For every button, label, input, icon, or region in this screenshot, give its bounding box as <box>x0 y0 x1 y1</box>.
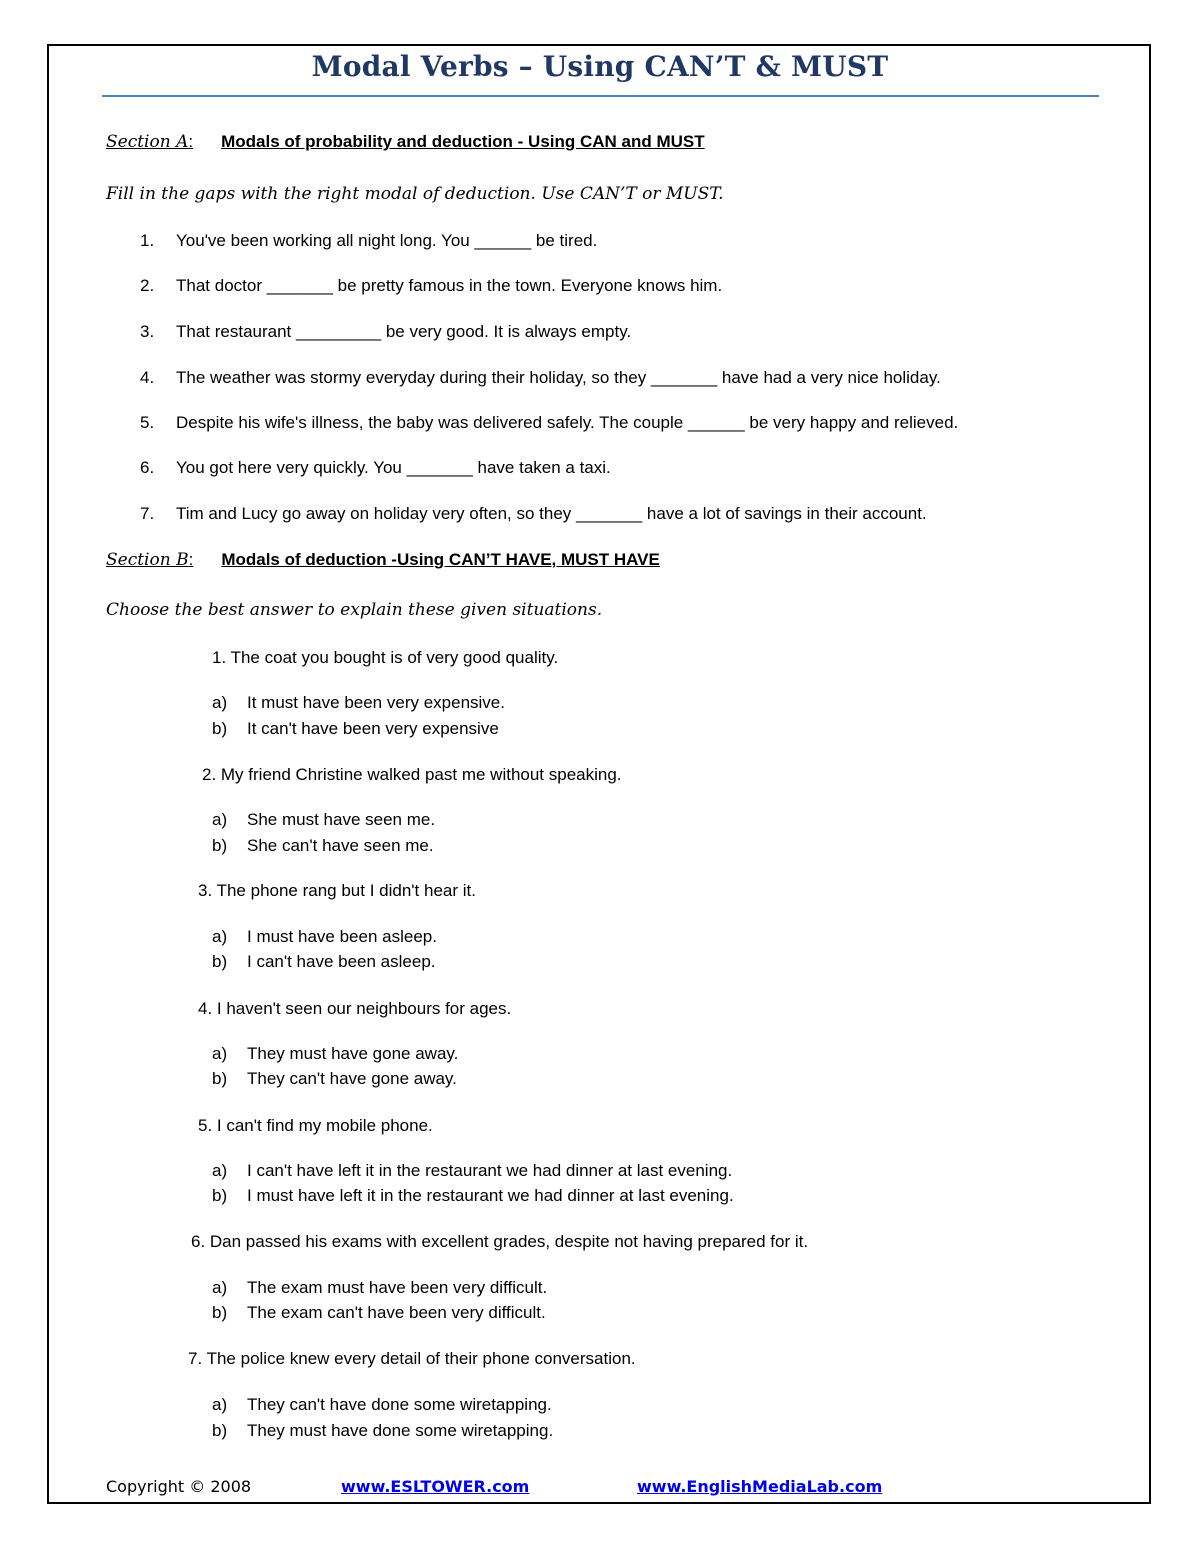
item-text: You've been working all night long. You ______ be tired. <box>176 231 598 250</box>
answer-option <box>212 1395 552 1415</box>
item-text: Despite his wife's illness, the baby was delivered safely. The couple ______ be very happy and relieved. <box>176 413 959 432</box>
option-text: I can't have left it in the restaurant we had dinner at last evening. <box>247 1161 733 1180</box>
item-number: 2. <box>140 276 155 295</box>
exercise-item <box>140 413 958 433</box>
question-text: 7. The police knew every detail of their phone conversation. <box>188 1349 636 1368</box>
section-b-colon: : <box>188 550 194 569</box>
answer-option <box>212 1161 732 1181</box>
option-text: She can't have seen me. <box>247 836 434 855</box>
option-letter: a) <box>212 1278 228 1297</box>
item-number: 6. <box>140 458 155 477</box>
option-letter: b) <box>212 1069 228 1088</box>
option-letter: b) <box>212 719 228 738</box>
section-a-colon: : <box>188 132 194 151</box>
item-text: That restaurant _________ be very good. It is always empty. <box>176 322 632 341</box>
option-text: I must have been asleep. <box>247 927 437 946</box>
answer-option <box>212 810 435 830</box>
option-letter: a) <box>212 1395 228 1414</box>
exercise-item <box>140 322 631 342</box>
option-letter: a) <box>212 1044 228 1063</box>
option-letter: b) <box>212 836 228 855</box>
item-number: 4. <box>140 368 155 387</box>
option-letter: b) <box>212 952 228 971</box>
section-a-tag: Section A <box>106 132 189 152</box>
option-text: It can't have been very expensive <box>247 719 499 738</box>
option-text: I must have left it in the restaurant we had dinner at last evening. <box>247 1186 734 1205</box>
section-b-header <box>106 550 660 570</box>
item-number: 3. <box>140 322 155 341</box>
option-letter: a) <box>212 1161 228 1180</box>
question-text: 5. I can't find my mobile phone. <box>198 1116 433 1135</box>
answer-option <box>212 927 437 947</box>
answer-option <box>212 693 505 713</box>
exercise-item <box>140 458 611 478</box>
answer-option <box>212 1303 546 1323</box>
item-text: The weather was stormy everyday during their holiday, so they _______ have had a very nice holiday. <box>176 368 941 387</box>
section-a-header <box>106 132 705 152</box>
question-text: 3. The phone rang but I didn't hear it. <box>198 881 476 900</box>
section-a-heading: Modals of probability and deduction - Using CAN and MUST <box>221 132 705 151</box>
exercise-item <box>140 368 941 388</box>
exercise-item <box>140 276 722 296</box>
question-text: 1. The coat you bought is of very good quality. <box>212 648 559 667</box>
englishmedialab-link[interactable]: www.EnglishMediaLab.com <box>637 1477 883 1496</box>
answer-option <box>212 952 436 972</box>
question-text: 2. My friend Christine walked past me without speaking. <box>202 765 622 784</box>
section-a-instruction: Fill in the gaps with the right modal of deduction. Use CAN’T or MUST. <box>106 184 724 204</box>
answer-option <box>212 1186 734 1206</box>
answer-option <box>212 719 499 739</box>
option-text: She must have seen me. <box>247 810 436 829</box>
esltower-link[interactable]: www.ESLTOWER.com <box>341 1477 530 1496</box>
option-text: The exam must have been very difficult. <box>247 1278 548 1297</box>
option-text: They must have done some wiretapping. <box>247 1421 554 1440</box>
item-text: You got here very quickly. You _______ have taken a taxi. <box>176 458 611 477</box>
answer-option <box>212 1044 458 1064</box>
item-number: 1. <box>140 231 155 250</box>
answer-option <box>212 1278 547 1298</box>
option-text: The exam can't have been very difficult. <box>247 1303 546 1322</box>
page-title: Modal Verbs – Using CAN’T & MUST <box>311 50 889 83</box>
option-letter: b) <box>212 1303 228 1322</box>
answer-option <box>212 1069 457 1089</box>
section-b-instruction: Choose the best answer to explain these given situations. <box>106 600 603 620</box>
answer-option <box>212 836 434 856</box>
option-letter: a) <box>212 693 228 712</box>
option-letter: a) <box>212 810 228 829</box>
option-text: They can't have done some wiretapping. <box>247 1395 552 1414</box>
item-text: Tim and Lucy go away on holiday very often, so they _______ have a lot of savings in their account. <box>176 504 927 523</box>
answer-option <box>212 1421 553 1441</box>
item-text: That doctor _______ be pretty famous in the town. Everyone knows him. <box>176 276 723 295</box>
option-text: I can't have been asleep. <box>247 952 436 971</box>
question-text: 6. Dan passed his exams with excellent grades, despite not having prepared for it. <box>191 1232 809 1251</box>
item-number: 5. <box>140 413 155 432</box>
copyright-notice: Copyright © 2008 <box>106 1477 252 1496</box>
option-letter: a) <box>212 927 228 946</box>
option-text: They can't have gone away. <box>247 1069 457 1088</box>
option-letter: b) <box>212 1421 228 1440</box>
section-b-heading: Modals of deduction -Using CAN’T HAVE, MUST HAVE <box>221 550 660 569</box>
section-b-tag: Section B <box>106 550 189 570</box>
title-underline <box>102 95 1099 97</box>
item-number: 7. <box>140 504 155 523</box>
question-text: 4. I haven't seen our neighbours for ages. <box>198 999 512 1018</box>
exercise-item <box>140 504 927 524</box>
option-text: It must have been very expensive. <box>247 693 505 712</box>
option-text: They must have gone away. <box>247 1044 459 1063</box>
option-letter: b) <box>212 1186 228 1205</box>
exercise-item <box>140 231 597 251</box>
